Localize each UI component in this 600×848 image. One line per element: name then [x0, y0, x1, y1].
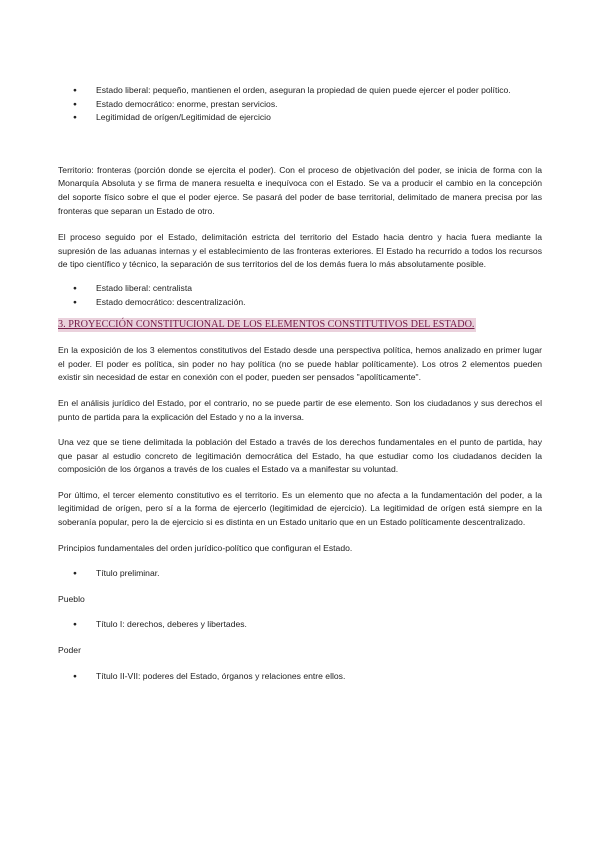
section-paragraph-3: Una vez que se tiene delimitada la población del Estado a través de los derechos fundamentales en el punto de partida, hay que pasar al estudio concreto de legitimación democrática del Estado, ha que estudiar como los ciudadanos deciden la composición de los órganos a través de los cuales el Estado va a manifestar su voluntad.: [58, 437, 542, 475]
list-item: ● Título II-VII: poderes del Estado, órganos y relaciones entre ellos.: [58, 670, 542, 684]
titulo-1-list: [58, 618, 542, 632]
principles-intro: Principios fundamentales del orden jurídico-político que configuran el Estado.: [58, 542, 353, 553]
section-heading: 3. PROYECCIÓN CONSTITUCIONAL DE LOS ELEMENTOS CONSTITUTIVOS DEL ESTADO.: [58, 319, 475, 331]
list-item: ● Estado liberal: centralista: [58, 282, 542, 296]
list-item: ● Título I: derechos, deberes y libertades.: [58, 618, 542, 632]
state-model-list: [58, 282, 542, 309]
section-heading-wrap: [58, 318, 542, 332]
list-item: ● Título preliminar.: [58, 567, 542, 581]
titulo-2-7-list: [58, 670, 542, 684]
state-types-list: [58, 84, 542, 125]
titulo-preliminar-list: [58, 567, 542, 581]
list-item: ● Estado democrático: descentralización.: [58, 296, 542, 310]
list-item: ● Estado liberal: pequeño, mantienen el orden, aseguran la propiedad de quien puede ejercer el poder político.: [58, 84, 542, 98]
document-page: [58, 84, 542, 683]
section-paragraph-4: Por último, el tercer elemento constitutivo es el territorio. Es un elemento que no afecta a la fundamentación del poder, a la legitimidad de orígen, pero sí a la forma de ejercerlo (legitimidad de ejercicio). La legitimidad de orígen está siempre en la soberanía popular, pero la de ejercicio si es distinta en un Estado unitario que en un Estado políticamente descentralizado.: [58, 489, 542, 528]
list-item: ● Estado democrático: enorme, prestan servicios.: [58, 98, 542, 112]
list-item: ● Legitimidad de orígen/Legitimidad de ejercicio: [58, 111, 542, 125]
section-paragraph-1: En la exposición de los 3 elementos constitutivos del Estado desde una perspectiva política, hemos analizado en primer lugar el poder. El poder es política, sin poder no hay política (no se puede hablar políticamente). Los otros 2 elementos pueden existir sin necesidad de estar en conexión con el poder, pueden ser pensados "apolíticamente".: [58, 345, 542, 383]
label-pueblo: Pueblo: [58, 593, 85, 604]
territorio-paragraph-2: El proceso seguido por el Estado, delimitación estricta del territorio del Estado hacia dentro y hacia fuera mediante la supresión de las aduanas internas y el establecimiento de las fronteras exteriores. El Estado ha recurrido a todos los recursos de tipo científico y técnico, la separación de sus territorios del de los demás fuera lo más absolutamente posible.: [58, 232, 542, 270]
section-paragraph-2: En el análisis jurídico del Estado, por el contrario, no se puede partir de ese elemento. Son los ciudadanos y sus derechos el punto de partida para la explicación del Estado y no a la inversa.: [58, 397, 542, 422]
territorio-paragraph-1: Territorio: fronteras (porción donde se ejercita el poder). Con el proceso de objetivación del poder, se inicia de forma con la Monarquía Absoluta y se firma de manera resuelta e inequívoca con el Estado. Se va a producir el cambio en la concepción del soporte físico sobre el que el poder ejerce. Se pasará del poder de base territorial, delimitado de manera precisa por las fronteras que separan un Estado de otro.: [58, 164, 542, 216]
label-poder: Poder: [58, 645, 81, 656]
